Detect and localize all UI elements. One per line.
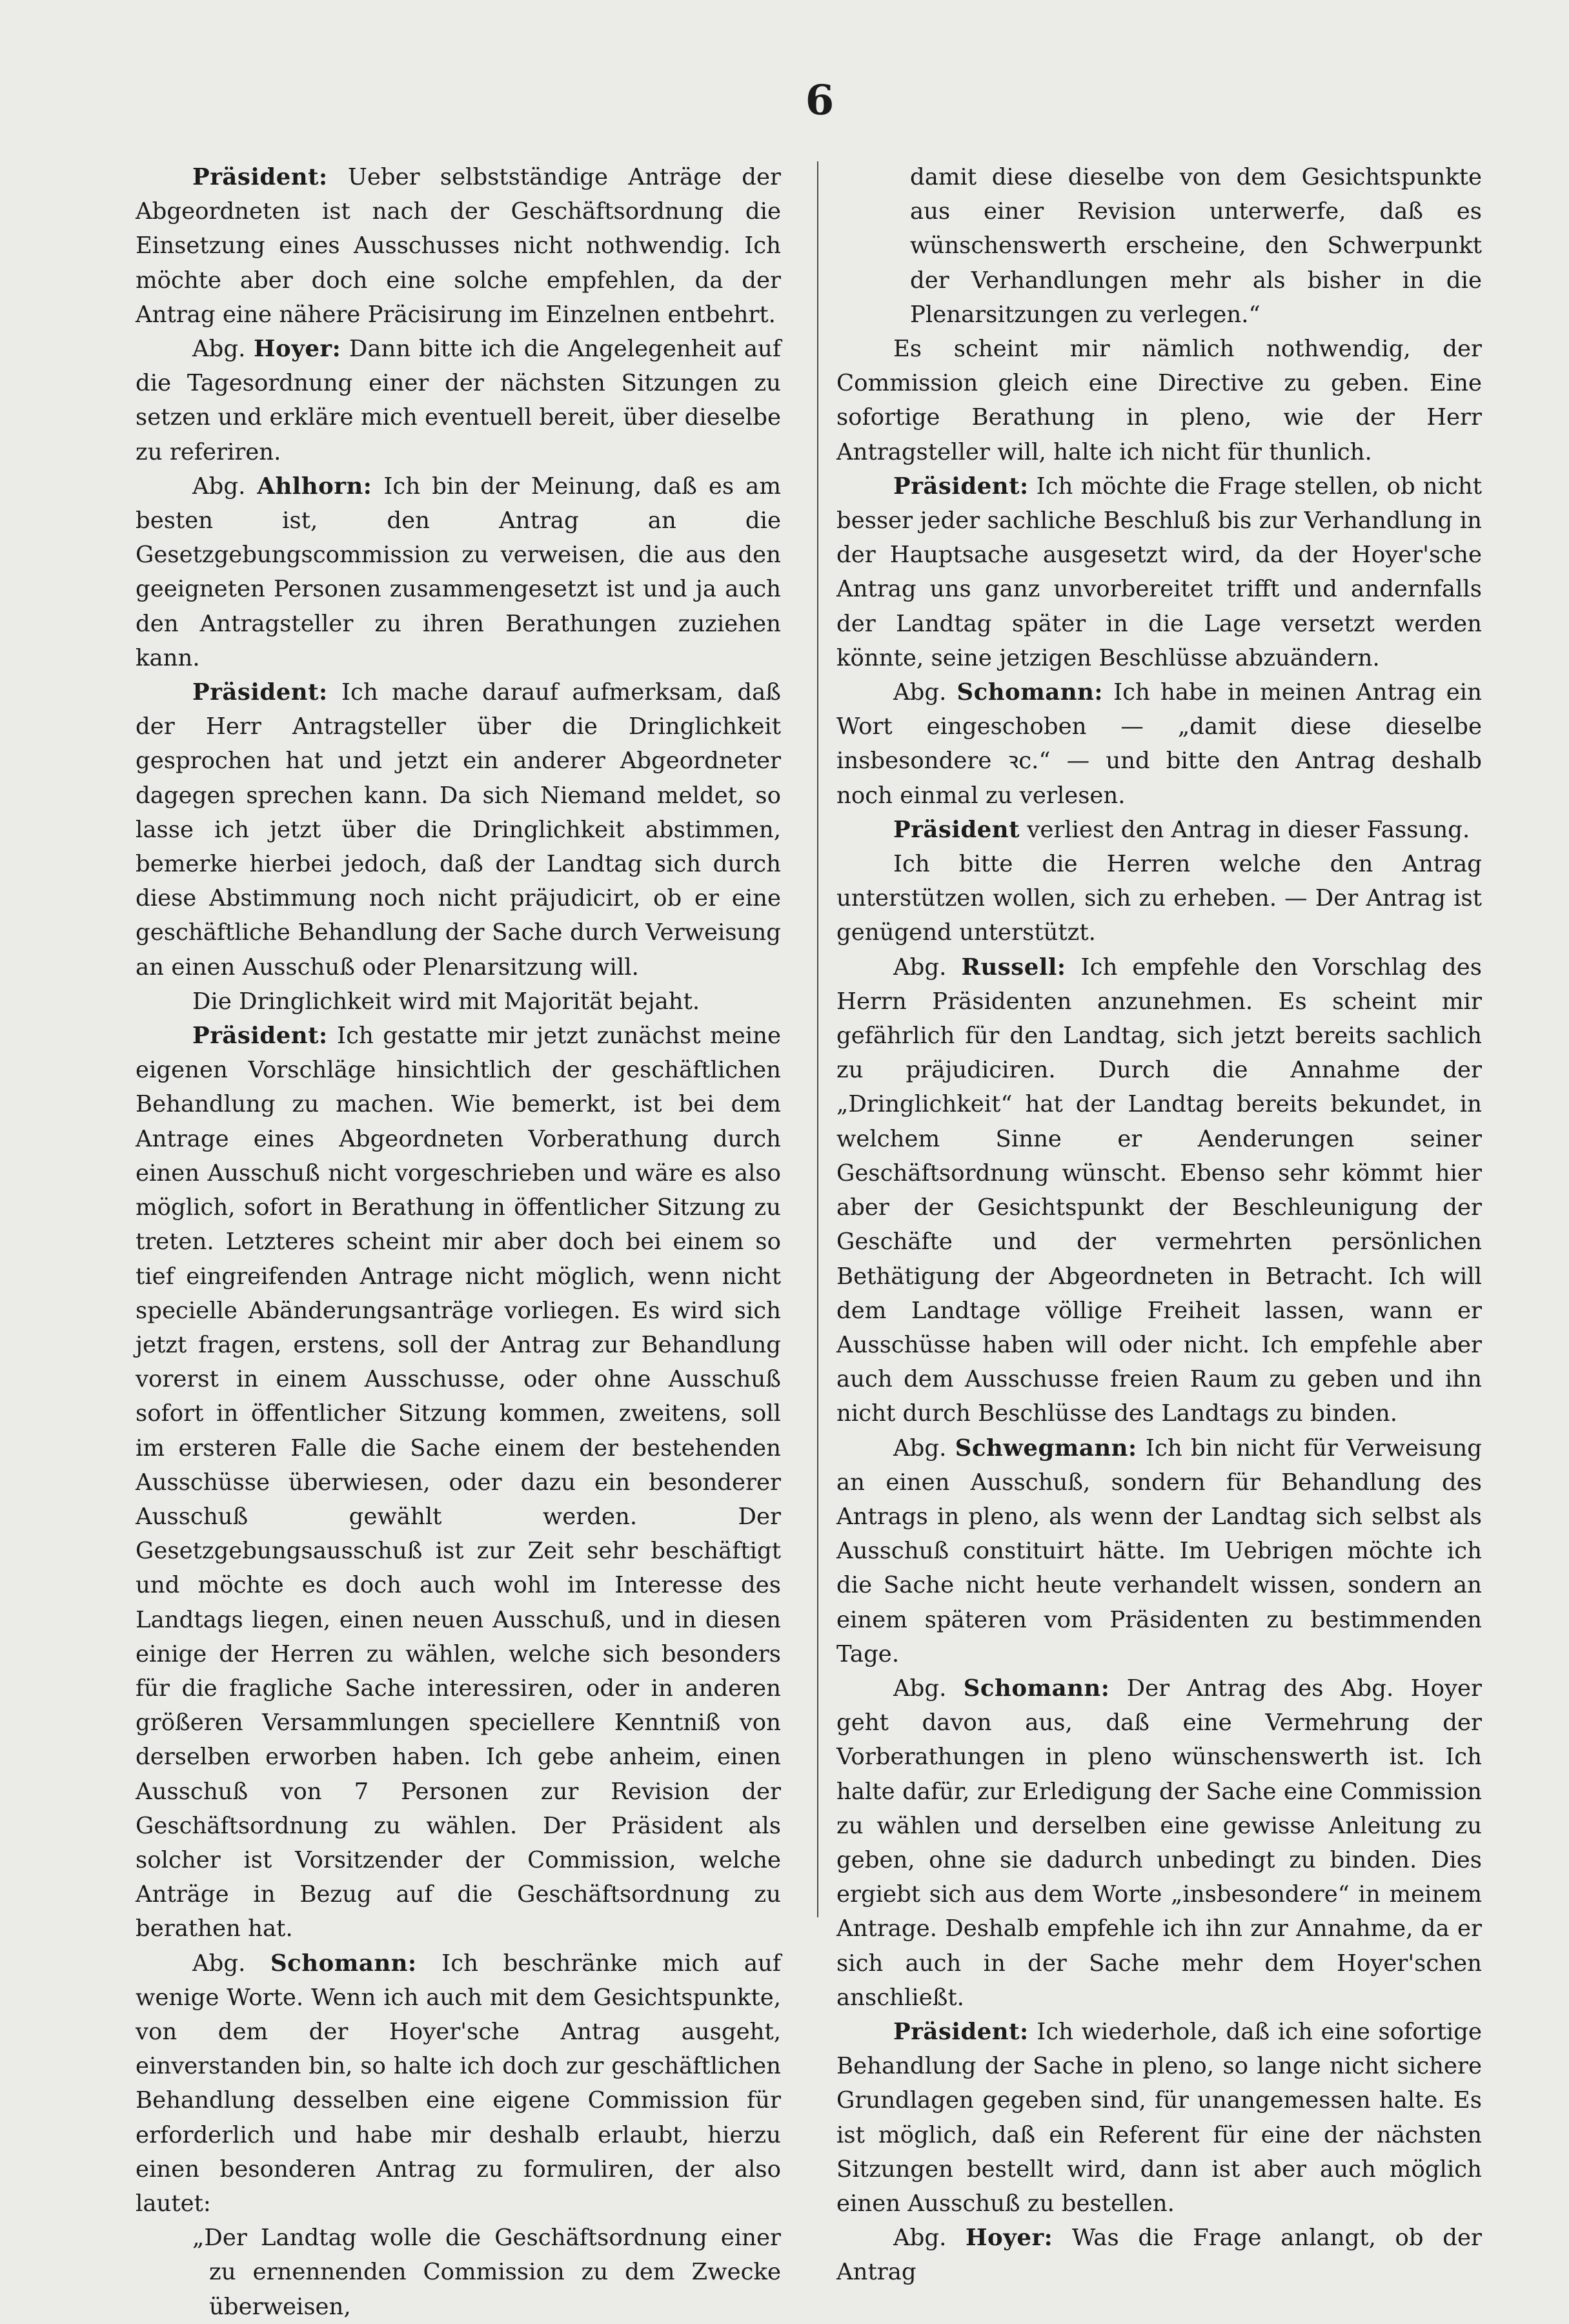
paragraph	[836, 675, 1482, 813]
paragraph	[136, 160, 781, 332]
paragraph-text: Die Dringlichkeit wird mit Majorität bejaht.	[192, 988, 700, 1015]
paragraph-text: verliest den Antrag in dieser Fassung.	[1020, 816, 1470, 843]
paragraph-text: Ich gestatte mir jetzt zunächst meine eigenen Vorschläge hinsichtlich der geschäftlichen Behandlung zu machen. Wie bemerkt, ist bei dem Antrage eines Abgeordneten Vorberathung durch einen Ausschuß nicht vorgeschrieben und wäre es also möglich, sofort in Berathung in öffentlicher Sitzung zu treten. Letzteres scheint mir aber doch bei einem so tief eingreifenden Antrage nicht möglich, wenn nicht specielle Abänderungsanträge vorliegen. Es wird sich jetzt fragen, erstens, soll der Antrag zur Behandlung vorerst in einem Ausschusse, oder ohne Ausschuß sofort in öffentlicher Sitzung kommen, zweitens, soll im ersteren Falle die Sache einem der bestehenden Ausschüsse überwiesen, oder dazu ein besonderer Ausschuß gewählt werden. Der Gesetzgebungsausschuß ist zur Zeit sehr beschäftigt und möchte es doch auch wohl im Interesse des Landtags liegen, einen neuen Ausschuß, und in diesen einige der Herren zu wählen, welche sich besonders für die fragliche Sache interessiren, oder in anderen größeren Versammlungen speciellere Kenntniß von derselben erworben haben. Ich gebe anheim, einen Ausschuß von 7 Personen zur Revision der Geschäftsordnung zu wählen. Der Präsident als solcher ist Vorsitzender der Commission, welche Anträge in Bezug auf die Geschäftsordnung zu berathen hat.	[136, 1023, 781, 1942]
paragraph-text: „Der Landtag wolle die Geschäftsordnung einer zu ernennenden Commission zu dem Zwecke überweisen,	[192, 2225, 781, 2320]
paragraph	[136, 675, 781, 984]
speaker-name: Schomann:	[270, 1950, 417, 1977]
speaker-name: Präsident:	[893, 2018, 1029, 2045]
paragraph-text: Was die Frage anlangt, ob der Antrag	[836, 2225, 1482, 2286]
left-column	[136, 160, 781, 2324]
speaker-name: Schomann:	[957, 679, 1104, 706]
speaker-prefix: Abg.	[893, 1675, 964, 1702]
paragraph	[136, 469, 781, 675]
paragraph-text: Ich empfehle den Vorschlag des Herrn Präsidenten anzunehmen. Es scheint mir gefährlich für den Landtag, sich jetzt bereits sachlich zu präjudiciren. Durch die Annahme der „Dringlichkeit“ hat der Landtag bereits bekundet, in welchem Sinne er Aenderungen seiner Geschäftsordnung wünscht. Ebenso sehr kömmt hier aber der Gesichtspunkt der Beschleunigung der Geschäfte und der vermehrten persönlichen Bethätigung der Abgeordneten in Betracht. Ich will dem Landtage völlige Freiheit lassen, wann er Ausschüsse haben will oder nicht. Ich empfehle aber auch dem Ausschusse freien Raum zu geben und ihn nicht durch Beschlüsse des Landtags zu binden.	[836, 953, 1482, 1427]
speaker-prefix: Abg.	[893, 679, 957, 706]
paragraph-text: Ich habe in meinen Antrag ein Wort eingeschoben — „damit diese dieselbe insbesondere ꝛc.“ — und bitte den Antrag deshalb noch einmal zu verlesen.	[836, 679, 1482, 809]
speaker-name: Hoyer:	[254, 336, 341, 363]
paragraph	[136, 2221, 781, 2324]
speaker-prefix: Abg.	[893, 1434, 955, 1462]
paragraph-text: Ueber selbstständige Anträge der Abgeordneten ist nach der Geschäftsordnung die Einsetzung eines Ausschusses nicht nothwendig. Ich möchte aber doch eine solche empfehlen, da der Antrag eine nähere Präcisirung im Einzelnen entbehrt.	[136, 164, 781, 328]
speaker-prefix: Abg.	[192, 473, 258, 500]
speaker-prefix: Abg.	[192, 336, 254, 363]
speaker-name: Präsident:	[192, 1023, 328, 1050]
paragraph	[836, 847, 1482, 950]
paragraph-text: Ich bin der Meinung, daß es am besten ist, den Antrag an die Gesetzgebungscommission zu verweisen, die aus den geeigneten Personen zusammengesetzt ist und ja auch den Antragsteller zu ihren Berathungen zuziehen kann.	[136, 473, 782, 671]
paragraph-text: damit diese dieselbe von dem Gesichtspunkte aus einer Revision unterwerfe, daß es wünschenswerth erscheine, den Schwerpunkt der Verhandlungen mehr als bisher in die Plenarsitzungen zu verlegen.“	[910, 164, 1482, 328]
speaker-name: Russell:	[961, 953, 1066, 981]
speaker-name: Schomann:	[963, 1675, 1110, 1702]
paragraph-text: Ich möchte die Frage stellen, ob nicht besser jeder sachliche Beschluß bis zur Verhandlung in der Hauptsache ausgesetzt wird, da der Hoyer'sche Antrag uns ganz unvorbereitet trifft und andernfalls der Landtag später in die Lage versetzt werden könnte, seine jetzigen Beschlüsse abzuändern.	[836, 473, 1482, 671]
paragraph-text: Dann bitte ich die Angelegenheit auf die Tagesordnung einer der nächsten Sitzungen zu setzen und erkläre mich eventuell bereit, über dieselbe zu referiren.	[136, 336, 781, 465]
paragraph	[136, 332, 781, 469]
paragraph-text: Der Antrag des Abg. Hoyer geht davon aus, daß eine Vermehrung der Vorberathungen in pleno wünschenswerth ist. Ich halte dafür, zur Erledigung der Sache eine Commission zu wählen und derselben eine gewisse Anleitung zu geben, ohne sie dadurch unbedingt zu binden. Dies ergiebt sich aus dem Worte „insbesondere“ in meinem Antrage. Deshalb empfehle ich ihn zur Annahme, da er sich auch in der Sache mehr dem Hoyer'schen anschließt.	[836, 1675, 1482, 2011]
paragraph-text: Ich wiederhole, daß ich eine sofortige Behandlung der Sache in pleno, so lange nicht sichere Grundlagen gegeben sind, für unangemessen halte. Es ist möglich, daß ein Referent für eine der nächsten Sitzungen bestellt wird, dann ist aber auch möglich einen Ausschuß zu bestellen.	[836, 2018, 1482, 2217]
speaker-prefix: Abg.	[893, 2225, 966, 2252]
paragraph-text: Ich beschränke mich auf wenige Worte. Wenn ich auch mit dem Gesichtspunkte, von dem der Hoyer'sche Antrag ausgeht, einverstanden bin, so halte ich doch zur geschäftlichen Behandlung desselben eine eigene Commission für erforderlich und habe mir deshalb erlaubt, hierzu einen besonderen Antrag zu formuliren, der also lautet:	[136, 1950, 781, 2217]
speaker-name: Präsident	[893, 816, 1020, 843]
speaker-name: Präsident:	[192, 164, 328, 190]
paragraph	[836, 813, 1482, 847]
paragraph	[836, 2221, 1482, 2289]
speaker-name: Schwegmann:	[955, 1434, 1137, 1462]
paragraph	[836, 2015, 1482, 2221]
speaker-prefix: Abg.	[893, 953, 962, 981]
speaker-name: Ahlhorn:	[257, 473, 372, 500]
paragraph	[136, 984, 781, 1019]
page-number: 6	[805, 76, 835, 125]
column-divider	[817, 161, 818, 1917]
paragraph	[836, 1671, 1482, 2015]
paragraph	[836, 160, 1482, 332]
paragraph	[136, 1019, 781, 1946]
paragraph-text: Ich bitte die Herren welche den Antrag unterstützen wollen, sich zu erheben. — Der Antrag ist genügend unterstützt.	[836, 851, 1482, 946]
paragraph	[836, 1431, 1482, 1671]
paragraph-text: Es scheint mir nämlich nothwendig, der Commission gleich eine Directive zu geben. Eine sofortige Berathung in pleno, wie der Herr Antragsteller will, halte ich nicht für thunlich.	[836, 336, 1482, 465]
speaker-name: Präsident:	[192, 679, 328, 706]
paragraph	[836, 469, 1482, 675]
paragraph	[836, 950, 1482, 1431]
right-column	[836, 160, 1482, 2290]
speaker-name: Präsident:	[893, 473, 1029, 500]
speaker-name: Hoyer:	[966, 2225, 1053, 2252]
paragraph-text: Ich mache darauf aufmerksam, daß der Herr Antragsteller über die Dringlichkeit gesprochen hat und jetzt ein anderer Abgeordneter dagegen sprechen kann. Da sich Niemand meldet, so lasse ich jetzt über die Dringlichkeit abstimmen, bemerke hierbei jedoch, daß der Landtag sich durch diese Abstimmung noch nicht präjudicirt, ob er eine geschäftliche Behandlung der Sache durch Verweisung an einen Ausschuß oder Plenarsitzung will.	[136, 679, 781, 981]
paragraph-text: Ich bin nicht für Verweisung an einen Ausschuß, sondern für Behandlung des Antrags in pleno, als wenn der Landtag sich selbst als Ausschuß constituirt hätte. Im Uebrigen möchte ich die Sache nicht heute verhandelt wissen, sondern an einem späteren vom Präsidenten zu bestimmenden Tage.	[836, 1434, 1482, 1667]
speaker-prefix: Abg.	[192, 1950, 271, 1977]
paragraph	[836, 332, 1482, 469]
paragraph	[136, 1946, 781, 2221]
